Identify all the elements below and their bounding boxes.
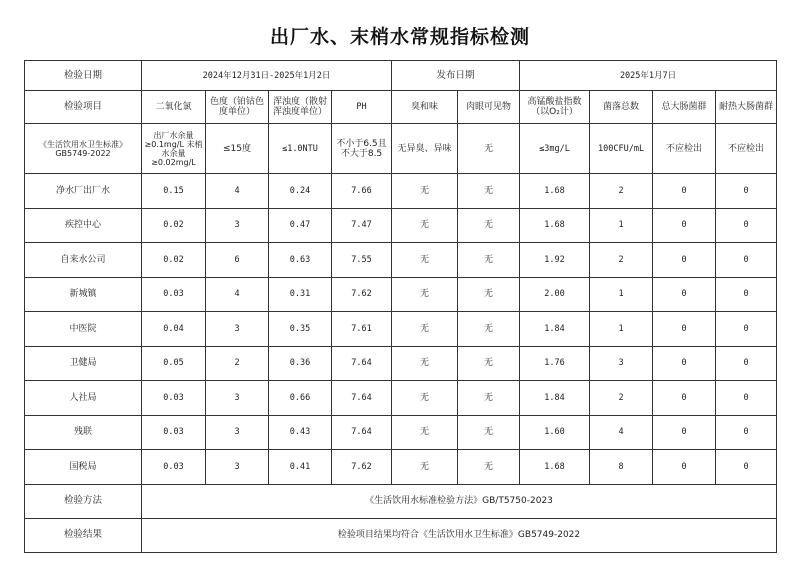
cod-cell: 1.68 — [520, 208, 590, 243]
result-value: 检验项目结果均符合《生活饮用水卫生标准》GB5749-2022 — [142, 518, 777, 552]
result-label: 检验结果 — [25, 518, 142, 552]
cod-cell: 2.00 — [520, 277, 590, 312]
cod-cell: 1.68 — [520, 450, 590, 485]
site-cell: 中医院 — [25, 312, 142, 347]
visible-cell: 无 — [458, 208, 520, 243]
coliform-cell: 0 — [653, 174, 716, 209]
chlorine-cell: 0.04 — [142, 312, 206, 347]
chlorine-cell: 0.03 — [142, 415, 206, 450]
ph-cell: 7.64 — [332, 381, 392, 416]
header-cod: 高锰酸盐指数（以O₂计） — [520, 91, 590, 124]
table-row — [25, 312, 777, 347]
color-cell: 2 — [206, 346, 269, 381]
table-row — [25, 174, 777, 209]
turbidity-cell: 0.31 — [269, 277, 332, 312]
color-cell: 6 — [206, 243, 269, 278]
site-cell: 净水厂出厂水 — [25, 174, 142, 209]
turbidity-cell: 0.24 — [269, 174, 332, 209]
cod-cell: 1.84 — [520, 312, 590, 347]
table-row — [25, 277, 777, 312]
cod-cell: 1.60 — [520, 415, 590, 450]
odor-cell: 无 — [392, 174, 458, 209]
publish-value: 2025年1月7日 — [520, 61, 777, 91]
turbidity-cell: 0.43 — [269, 415, 332, 450]
cod-cell: 1.92 — [520, 243, 590, 278]
color-cell: 3 — [206, 208, 269, 243]
coliform-cell: 0 — [653, 243, 716, 278]
header-coliform: 总大肠菌群 — [653, 91, 716, 124]
visible-cell: 无 — [458, 174, 520, 209]
standard-odor: 无异臭、异味 — [392, 124, 458, 174]
standard-row — [25, 124, 777, 174]
table-row — [25, 243, 777, 278]
coliform-cell: 0 — [653, 277, 716, 312]
site-cell: 自来水公司 — [25, 243, 142, 278]
color-cell: 4 — [206, 277, 269, 312]
thermo-coliform-cell: 0 — [716, 208, 777, 243]
standard-cod: ≤3mg/L — [520, 124, 590, 174]
method-value: 《生活饮用水标准检验方法》GB/T5750-2023 — [142, 484, 777, 518]
standard-bacteria: 100CFU/mL — [590, 124, 653, 174]
chlorine-cell: 0.03 — [142, 381, 206, 416]
header-thermo-coliform: 耐热大肠菌群 — [716, 91, 777, 124]
chlorine-cell: 0.05 — [142, 346, 206, 381]
turbidity-cell: 0.66 — [269, 381, 332, 416]
table-row — [25, 208, 777, 243]
method-label: 检验方法 — [25, 484, 142, 518]
visible-cell: 无 — [458, 415, 520, 450]
bacteria-cell: 2 — [590, 174, 653, 209]
thermo-coliform-cell: 0 — [716, 381, 777, 416]
page-title: 出厂水、末梢水常规指标检测 — [269, 26, 530, 48]
ph-cell: 7.62 — [332, 277, 392, 312]
standard-turbidity: ≤1.0NTU — [269, 124, 332, 174]
odor-cell: 无 — [392, 450, 458, 485]
odor-cell: 无 — [392, 381, 458, 416]
thermo-coliform-cell: 0 — [716, 312, 777, 347]
odor-cell: 无 — [392, 208, 458, 243]
bacteria-cell: 1 — [590, 208, 653, 243]
coliform-cell: 0 — [653, 346, 716, 381]
info-row — [25, 61, 777, 91]
date-label: 检验日期 — [25, 61, 142, 91]
header-item: 检验项目 — [25, 91, 142, 124]
test-results-table — [24, 60, 777, 553]
coliform-cell: 0 — [653, 381, 716, 416]
thermo-coliform-cell: 0 — [716, 174, 777, 209]
visible-cell: 无 — [458, 312, 520, 347]
standard-thermo-coliform: 不应检出 — [716, 124, 777, 174]
turbidity-cell: 0.36 — [269, 346, 332, 381]
bacteria-cell: 1 — [590, 312, 653, 347]
coliform-cell: 0 — [653, 415, 716, 450]
turbidity-cell: 0.47 — [269, 208, 332, 243]
standard-color: ≤15度 — [206, 124, 269, 174]
visible-cell: 无 — [458, 243, 520, 278]
chlorine-cell: 0.02 — [142, 243, 206, 278]
color-cell: 3 — [206, 312, 269, 347]
thermo-coliform-cell: 0 — [716, 243, 777, 278]
thermo-coliform-cell: 0 — [716, 415, 777, 450]
publish-label: 发布日期 — [392, 61, 520, 91]
bacteria-cell: 3 — [590, 346, 653, 381]
ph-cell: 7.66 — [332, 174, 392, 209]
header-color: 色度（铂钴色度单位） — [206, 91, 269, 124]
header-turbidity: 浑浊度（散射浑浊度单位） — [269, 91, 332, 124]
standard-label: 《生活饮用水卫生标准》GB5749-2022 — [25, 124, 142, 174]
turbidity-cell: 0.63 — [269, 243, 332, 278]
table-row — [25, 381, 777, 416]
standard-visible: 无 — [458, 124, 520, 174]
header-bacteria: 菌落总数 — [590, 91, 653, 124]
thermo-coliform-cell: 0 — [716, 277, 777, 312]
table-row — [25, 450, 777, 485]
standard-ph: 不小于6.5且不大于8.5 — [332, 124, 392, 174]
coliform-cell: 0 — [653, 208, 716, 243]
ph-cell: 7.61 — [332, 312, 392, 347]
odor-cell: 无 — [392, 415, 458, 450]
chlorine-cell: 0.15 — [142, 174, 206, 209]
color-cell: 3 — [206, 415, 269, 450]
ph-cell: 7.62 — [332, 450, 392, 485]
visible-cell: 无 — [458, 450, 520, 485]
ph-cell: 7.55 — [332, 243, 392, 278]
visible-cell: 无 — [458, 381, 520, 416]
bacteria-cell: 2 — [590, 243, 653, 278]
color-cell: 3 — [206, 381, 269, 416]
ph-cell: 7.47 — [332, 208, 392, 243]
ph-cell: 7.64 — [332, 346, 392, 381]
bacteria-cell: 4 — [590, 415, 653, 450]
table-row — [25, 346, 777, 381]
header-ph: PH — [332, 91, 392, 124]
header-odor: 臭和味 — [392, 91, 458, 124]
odor-cell: 无 — [392, 312, 458, 347]
standard-coliform: 不应检出 — [653, 124, 716, 174]
visible-cell: 无 — [458, 277, 520, 312]
coliform-cell: 0 — [653, 450, 716, 485]
header-visible: 肉眼可见物 — [458, 91, 520, 124]
thermo-coliform-cell: 0 — [716, 346, 777, 381]
date-value: 2024年12月31日-2025年1月2日 — [142, 61, 392, 91]
cod-cell: 1.68 — [520, 174, 590, 209]
turbidity-cell: 0.41 — [269, 450, 332, 485]
color-cell: 3 — [206, 450, 269, 485]
header-chlorine: 二氧化氯 — [142, 91, 206, 124]
standard-chlorine: 出厂水余量≥0.1mg/L 末梢水余量≥0.02mg/L — [142, 124, 206, 174]
color-cell: 4 — [206, 174, 269, 209]
result-row — [25, 518, 777, 552]
bacteria-cell: 1 — [590, 277, 653, 312]
odor-cell: 无 — [392, 346, 458, 381]
method-row — [25, 484, 777, 518]
chlorine-cell: 0.02 — [142, 208, 206, 243]
thermo-coliform-cell: 0 — [716, 450, 777, 485]
chlorine-cell: 0.03 — [142, 450, 206, 485]
site-cell: 残联 — [25, 415, 142, 450]
site-cell: 疾控中心 — [25, 208, 142, 243]
bacteria-cell: 2 — [590, 381, 653, 416]
table-row — [25, 415, 777, 450]
turbidity-cell: 0.35 — [269, 312, 332, 347]
ph-cell: 7.64 — [332, 415, 392, 450]
site-cell: 新城镇 — [25, 277, 142, 312]
bacteria-cell: 8 — [590, 450, 653, 485]
cod-cell: 1.76 — [520, 346, 590, 381]
odor-cell: 无 — [392, 277, 458, 312]
visible-cell: 无 — [458, 346, 520, 381]
coliform-cell: 0 — [653, 312, 716, 347]
chlorine-cell: 0.03 — [142, 277, 206, 312]
cod-cell: 1.84 — [520, 381, 590, 416]
header-row — [25, 91, 777, 124]
odor-cell: 无 — [392, 243, 458, 278]
site-cell: 卫健局 — [25, 346, 142, 381]
site-cell: 人社局 — [25, 381, 142, 416]
site-cell: 国税局 — [25, 450, 142, 485]
